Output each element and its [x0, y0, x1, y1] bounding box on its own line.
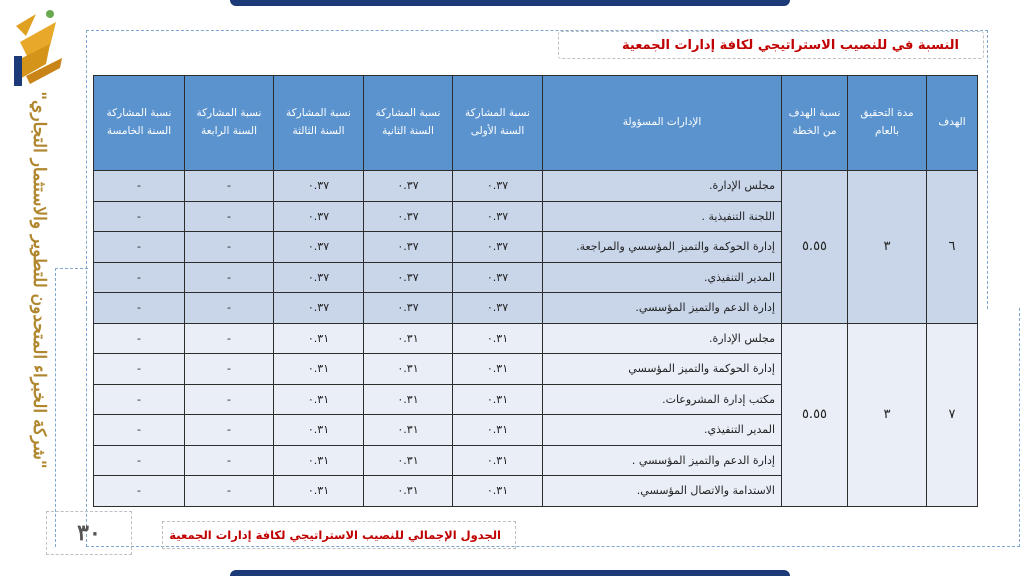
year2-cell: ٠.٣١	[364, 445, 453, 476]
year1-cell: ٠.٣٧	[453, 262, 543, 293]
year1-cell: ٠.٣١	[453, 323, 543, 354]
bottom-accent-bar	[230, 570, 790, 576]
year3-cell: ٠.٣١	[274, 354, 364, 385]
year5-cell: -	[94, 415, 185, 446]
top-accent-bar	[230, 0, 790, 6]
strategic-share-table	[93, 75, 978, 507]
year3-cell: ٠.٣٧	[274, 293, 364, 324]
header-year3: نسبة المشاركة السنة الثالثة	[274, 76, 364, 171]
header-share: نسبة الهدف من الخطة	[782, 76, 848, 171]
org-name-text: "شركة الخبراء المتحدون للتطوير والاستثمار التجاري"	[29, 91, 49, 469]
year2-cell: ٠.٣١	[364, 476, 453, 507]
dept-cell: الاستدامة والاتصال المؤسسي.	[543, 476, 782, 507]
year5-cell: -	[94, 323, 185, 354]
year5-cell: -	[94, 476, 185, 507]
dept-cell: مجلس الإدارة.	[543, 323, 782, 354]
year4-cell: -	[185, 293, 274, 324]
year2-cell: ٠.٣٧	[364, 262, 453, 293]
dept-cell: إدارة الدعم والتميز المؤسسي .	[543, 445, 782, 476]
dept-cell: إدارة الحوكمة والتميز المؤسسي	[543, 354, 782, 385]
year3-cell: ٠.٣١	[274, 476, 364, 507]
dept-cell: اللجنة التنفيذية .	[543, 201, 782, 232]
dept-cell: إدارة الحوكمة والتميز المؤسسي والمراجعة.	[543, 232, 782, 263]
year2-cell: ٠.٣١	[364, 415, 453, 446]
header-year2: نسبة المشاركة السنة الثانية	[364, 76, 453, 171]
year4-cell: -	[185, 171, 274, 202]
table-row	[94, 171, 978, 202]
year1-cell: ٠.٣١	[453, 445, 543, 476]
year1-cell: ٠.٣٧	[453, 293, 543, 324]
year4-cell: -	[185, 384, 274, 415]
year5-cell: -	[94, 232, 185, 263]
year2-cell: ٠.٣٧	[364, 293, 453, 324]
page-title: النسبة في للنصيب الاستراتيجي لكافة إدارات الجمعية	[622, 37, 959, 53]
year4-cell: -	[185, 476, 274, 507]
year1-cell: ٠.٣١	[453, 415, 543, 446]
year4-cell: -	[185, 415, 274, 446]
year5-cell: -	[94, 445, 185, 476]
year1-cell: ٠.٣١	[453, 476, 543, 507]
year3-cell: ٠.٣٧	[274, 171, 364, 202]
year3-cell: ٠.٣٧	[274, 262, 364, 293]
year5-cell: -	[94, 201, 185, 232]
table-row	[94, 323, 978, 354]
year3-cell: ٠.٣١	[274, 415, 364, 446]
year1-cell: ٠.٣١	[453, 354, 543, 385]
year3-cell: ٠.٣٧	[274, 232, 364, 263]
year5-cell: -	[94, 171, 185, 202]
dept-cell: المدير التنفيذي.	[543, 262, 782, 293]
header-duration: مدة التحقيق بالعام	[848, 76, 927, 171]
company-logo-icon	[6, 6, 68, 90]
year4-cell: -	[185, 201, 274, 232]
year1-cell: ٠.٣٧	[453, 171, 543, 202]
year2-cell: ٠.٣١	[364, 384, 453, 415]
page-number-box	[46, 511, 132, 555]
goal-cell: ٧	[927, 323, 978, 506]
table-caption: الجدول الإجمالي للنصيب الاستراتيجي لكافة إدارات الجمعية	[169, 528, 501, 542]
year5-cell: -	[94, 293, 185, 324]
header-year1: نسبة المشاركة السنة الأولى	[453, 76, 543, 171]
year4-cell: -	[185, 445, 274, 476]
table-header-row	[94, 76, 978, 171]
year3-cell: ٠.٣١	[274, 445, 364, 476]
duration-cell: ٣	[848, 171, 927, 324]
dept-cell: إدارة الدعم والتميز المؤسسي.	[543, 293, 782, 324]
year1-cell: ٠.٣١	[453, 384, 543, 415]
year5-cell: -	[94, 384, 185, 415]
dept-cell: مكتب إدارة المشروعات.	[543, 384, 782, 415]
org-name-vertical	[6, 90, 72, 470]
header-departments: الإدارات المسؤولة	[543, 76, 782, 171]
year1-cell: ٠.٣٧	[453, 201, 543, 232]
year1-cell: ٠.٣٧	[453, 232, 543, 263]
share-cell: ٥.٥٥	[782, 171, 848, 324]
header-goal: الهدف	[927, 76, 978, 171]
goal-cell: ٦	[927, 171, 978, 324]
year3-cell: ٠.٣١	[274, 323, 364, 354]
year5-cell: -	[94, 354, 185, 385]
dept-cell: مجلس الإدارة.	[543, 171, 782, 202]
caption-box	[162, 521, 516, 549]
year5-cell: -	[94, 262, 185, 293]
year4-cell: -	[185, 262, 274, 293]
title-box	[558, 31, 984, 59]
year4-cell: -	[185, 354, 274, 385]
duration-cell: ٣	[848, 323, 927, 506]
year2-cell: ٠.٣٧	[364, 201, 453, 232]
dept-cell: المدير التنفيذي.	[543, 415, 782, 446]
year3-cell: ٠.٣٧	[274, 201, 364, 232]
share-cell: ٥.٥٥	[782, 323, 848, 506]
year4-cell: -	[185, 323, 274, 354]
year3-cell: ٠.٣١	[274, 384, 364, 415]
year4-cell: -	[185, 232, 274, 263]
year2-cell: ٠.٣٧	[364, 171, 453, 202]
page-number: ٣٠	[77, 520, 101, 546]
year2-cell: ٠.٣١	[364, 354, 453, 385]
year2-cell: ٠.٣١	[364, 323, 453, 354]
header-year5: نسبة المشاركة السنة الخامسة	[94, 76, 185, 171]
header-year4: نسبة المشاركة السنة الرابعة	[185, 76, 274, 171]
year2-cell: ٠.٣٧	[364, 232, 453, 263]
